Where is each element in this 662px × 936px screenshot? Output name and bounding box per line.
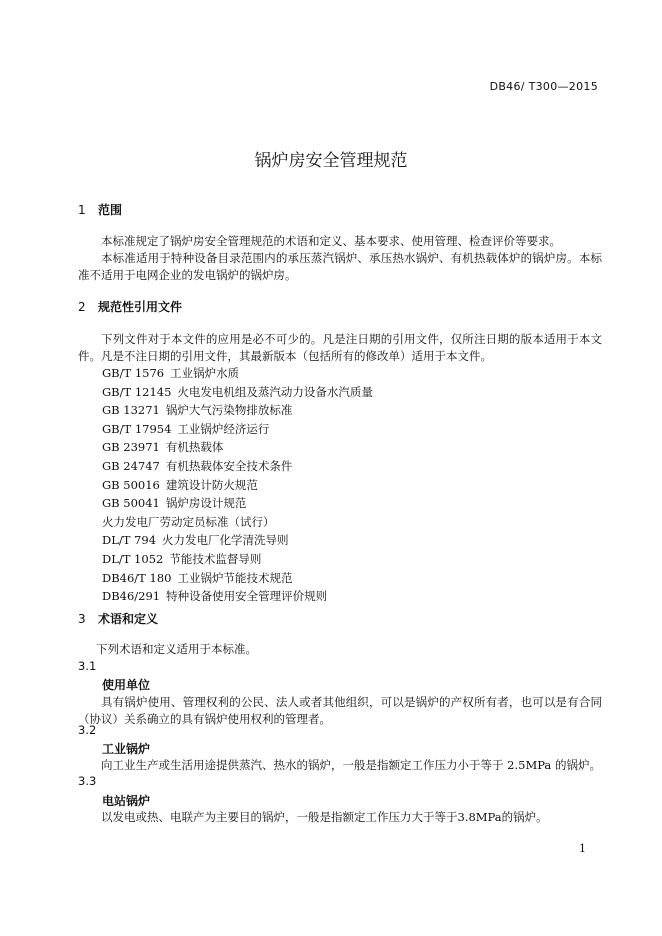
term-definition: 具有锅炉使用、管理权利的公民、法人或者其他组织，可以是锅炉的产权所有者，也可以是有合同（协议）关系确立的具有锅炉使用权利的管理者。 — [78, 695, 602, 726]
reference-list — [102, 364, 373, 606]
reference-item: 火力发电厂劳动定员标准（试行） — [102, 514, 275, 529]
section-number: 2 — [78, 300, 86, 314]
reference-item: DB46/291 特种设备使用安全管理评价规则 — [102, 589, 328, 604]
reference-item: DB46/T 180 工业锅炉节能技术规范 — [102, 570, 293, 585]
term-definition: 向工业生产或生活用途提供蒸汽、热水的锅炉，一般是指额定工作压力小于等于 2.5MPa 的锅炉。 — [101, 758, 601, 772]
reference-item: GB/T 12145 火电发电机组及蒸汽动力设备水汽质量 — [102, 384, 373, 399]
section-2-intro: 下列文件对于本文件的应用是必不可少的。凡是注日期的引用文件，仅所注日期的版本适用于本文件。凡是不注日期的引用文件，其最新版本（包括所有的修改单）适用于本文件。 — [78, 332, 602, 363]
section-3-intro: 下列术语和定义适用于本标准。 — [96, 642, 257, 656]
reference-item: DL/T 794 火力发电厂化学清洗导则 — [102, 533, 289, 548]
document-code: DB46/ T300—2015 — [489, 80, 598, 93]
reference-item: GB/T 1576 工业锅炉水质 — [102, 366, 240, 380]
reference-item: GB/T 17954 工业锅炉经济运行 — [102, 421, 270, 436]
reference-item: GB 23971 有机热载体 — [102, 440, 224, 455]
reference-item: GB 13271 锅炉大气污染物排放标准 — [102, 403, 293, 418]
term-number: 3.1 — [78, 659, 97, 673]
section-3-heading — [78, 610, 158, 627]
reference-item: GB 50016 建筑设计防火规范 — [102, 477, 258, 492]
page-number: 1 — [579, 842, 586, 855]
section-number: 1 — [78, 203, 86, 217]
section-1-heading — [78, 201, 122, 218]
term-definition: 以发电或热、电联产为主要目的锅炉，一般是指额定工作压力大于等于3.8MPa的锅炉。 — [101, 810, 548, 824]
section-title: 范围 — [98, 203, 123, 217]
section-1-paragraph-2: 本标准适用于特种设备目录范围内的承压蒸汽锅炉、承压热水锅炉、有机热载体炉的锅炉房。本标准不适用于电网企业的发电锅炉的锅炉房。 — [78, 251, 602, 282]
reference-item: GB 50041 锅炉房设计规范 — [102, 496, 247, 511]
section-1-paragraph-1: 本标准规定了锅炉房安全管理规范的术语和定义、基本要求、使用管理、检查评价等要求。 — [101, 234, 561, 248]
term-title: 使用单位 — [102, 678, 151, 692]
section-number: 3 — [78, 612, 86, 626]
section-title: 术语和定义 — [98, 612, 159, 626]
reference-item: DL/T 1052 节能技术监督导则 — [102, 551, 262, 566]
document-title: 锅炉房安全管理规范 — [254, 151, 408, 171]
term-title: 电站锅炉 — [102, 794, 151, 808]
reference-item: GB 24747 有机热载体安全技术条件 — [102, 458, 293, 473]
section-title: 规范性引用文件 — [98, 300, 183, 314]
term-number: 3.2 — [78, 723, 97, 737]
section-2-heading — [78, 298, 182, 315]
term-number: 3.3 — [78, 774, 97, 788]
term-title: 工业锅炉 — [102, 742, 151, 756]
